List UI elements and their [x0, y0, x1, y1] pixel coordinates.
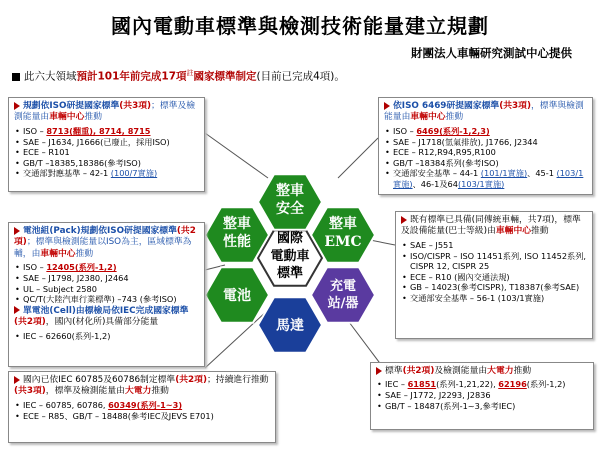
item-red: 8713(翻重), 8714, 8715 [46, 125, 151, 136]
hex-center-label-2: 電動車 [270, 249, 310, 264]
box-motor-list [14, 400, 270, 421]
box-motor [8, 371, 276, 443]
box-charging-heading [376, 366, 588, 377]
heading-part: 大電力 [487, 366, 514, 376]
list-item: • GB – 14023(參考CISPR), T18387(參考SAE) [401, 282, 587, 293]
list-item [376, 401, 588, 412]
list-item [14, 411, 270, 422]
list-item [384, 147, 587, 158]
list-item [376, 390, 588, 401]
item-text: GB/T – 18487(系列-1~3,參考IEC) [385, 400, 516, 411]
heading-part: (共2項) [175, 375, 207, 385]
list-item [14, 331, 199, 342]
box-vehicle-safety-heading [384, 101, 587, 124]
hex-performance-label-2: 性能 [223, 234, 251, 250]
heading-part: 規劃依ISO研提國家標準 [23, 101, 120, 111]
item-red: 12405(系列-1,2) [46, 262, 117, 273]
list-item: • SAE – J551 [401, 240, 587, 251]
box-charging-list [376, 379, 588, 411]
box-vehicle-safety [378, 97, 593, 195]
heading-part: ，國內(材化所)具備部分能量 [45, 317, 159, 328]
item-text: IEC – 60785, 60786, [23, 399, 109, 410]
heading-part: (共3項) [499, 101, 531, 111]
arrow-bullet-icon [401, 216, 407, 224]
heading-part: ，標準與檢測能量由 [384, 101, 584, 123]
item-red: (101/1實施) [480, 168, 528, 179]
box-vehicle-emc [395, 211, 593, 339]
box-motor-heading [14, 375, 270, 398]
arrow-bullet-icon [14, 227, 20, 235]
item-text: ECE – R85、GB/T – 18488(參考IEC及JEVS E701) [23, 410, 214, 421]
box-battery-heading [14, 226, 199, 260]
list-item [14, 262, 199, 273]
heading-part: ；持續進行推動 [207, 375, 269, 385]
hex-center-label-3: 標準 [276, 266, 304, 281]
item-red: (103/1實施) [393, 168, 584, 190]
list-item [14, 147, 199, 158]
heading-part: 推動 [513, 366, 532, 376]
box-battery [8, 222, 205, 367]
box-battery-cell-heading [14, 306, 199, 329]
list-item [14, 126, 199, 137]
heading-part: 電池組(Pack)規劃依ISO研提國家標準 [23, 226, 177, 236]
list-item: • ISO/CISPR – ISO 11451系列, ISO 11452系列, CISPR 12, CISPR 25 [401, 251, 587, 272]
box-vehicle-performance-list [14, 126, 199, 179]
box-vehicle-safety-list [384, 126, 587, 190]
heading-part: (共2項) [14, 317, 46, 328]
box-battery-list [14, 262, 199, 305]
heading-part: 及檢測能量由 [434, 366, 488, 376]
list-item [14, 294, 199, 305]
heading-part: (共2項) [402, 366, 435, 376]
connector-line [338, 138, 378, 178]
heading-part: 車輛中心 [410, 112, 446, 123]
item-text: ISO – [393, 125, 417, 136]
heading-part: ；標準與檢測能量以ISO為主，區域標準為輔，由 [14, 237, 192, 259]
heading-part: (共3 [119, 101, 139, 111]
item-text: SAE – J1718(氫氣排放), J1766, J2344 [393, 136, 538, 147]
hex-emc-label-2: EMC [324, 234, 362, 250]
arrow-bullet-icon [14, 306, 20, 314]
list-item [14, 137, 199, 148]
item-text: ISO – [23, 125, 47, 136]
item-text: SAE – J1798, J2380, J2464 [23, 272, 129, 283]
item-text: ISO – [23, 262, 47, 273]
list-item [14, 284, 199, 295]
list-item [384, 137, 587, 148]
heading-part: 既有標準已具備(同傳統車輛，共7項)，標準及設備能量(巴士等級)由 [401, 215, 581, 237]
list-item [376, 379, 588, 390]
heading-part: (共2項) [14, 226, 196, 248]
item-red: 60349(系列-1~3) [108, 399, 183, 410]
heading-part: (共3項) [14, 386, 46, 397]
heading-part: 推動 [531, 226, 549, 237]
hex-charging-label-1: 充電 [329, 279, 357, 294]
hex-safety-label-2: 安全 [276, 201, 304, 217]
item-text: (系列-1,21,22), [436, 379, 499, 390]
heading-part: 依ISO 6469研提國家標準 [393, 101, 500, 111]
hex-charging [311, 267, 375, 322]
item-red: (103/1實施) [457, 179, 505, 190]
hex-safety-label-1: 整車 [276, 183, 304, 199]
hex-performance-label-1: 整車 [223, 216, 251, 232]
box-vehicle-performance-heading [14, 101, 199, 124]
arrow-bullet-icon [14, 376, 20, 384]
item-red: 61851 [407, 379, 437, 390]
item-text: QC/T(大陸汽車行業標準) –743 (參考ISO) [23, 294, 177, 305]
item-text: IEC – [385, 379, 408, 390]
heading-part: 車輛中心 [49, 112, 85, 123]
page-title: 國內電動車標準與檢測技術能量建立規劃 [111, 14, 489, 38]
hex-battery-label: 電池 [223, 288, 251, 304]
list-item [14, 273, 199, 284]
item-red: 62196 [498, 379, 527, 390]
heading-part: 單電池(Cell)由標檢局依IEC完成國家標準 [23, 305, 189, 316]
arrow-bullet-icon [376, 367, 382, 375]
item-text: GB/T –18385,18386(參考ISO) [23, 157, 141, 168]
heading-part: 國內已依IEC 60785及60786制定標準 [23, 375, 176, 385]
heading-part: 車輛中心 [40, 248, 76, 259]
heading-part: 標準 [385, 366, 403, 376]
list-item: • 交通部安全基準 – 56-1 (103/1實施) [401, 293, 587, 304]
intro-highlight: 預計101年前完成17項 [76, 70, 187, 83]
box-vehicle-emc-heading [401, 215, 587, 238]
item-text: 、46-1及64 [412, 179, 458, 190]
heading-part: ；標準及檢測能量由 [14, 101, 196, 123]
item-red: (100/7實施) [110, 168, 158, 179]
intro-note: 註 [186, 69, 194, 77]
hex-emc-label-1: 整車 [329, 216, 357, 232]
box-charging [370, 362, 594, 430]
item-text: UL – Subject 2580 [23, 283, 97, 294]
item-text: SAE – J1634, J1666(已廢止，採用ISO) [23, 136, 170, 147]
list-item [384, 126, 587, 137]
provider-credit: 財團法人車輛研究測試中心提供 [411, 46, 572, 60]
arrow-bullet-icon [384, 102, 390, 110]
heading-part: 項) [138, 101, 152, 111]
intro-suffix: (目前已完成4項)。 [256, 70, 345, 83]
list-item: • ECE – R10 (國內交通法規) [401, 272, 587, 283]
intro-mid: 國家標準制定 [193, 70, 257, 83]
item-text: 交通部對應基準 – 42-1 [23, 168, 111, 179]
box-vehicle-emc-list [401, 240, 587, 304]
list-item [384, 168, 587, 189]
list-item [14, 400, 270, 411]
list-item [14, 158, 199, 169]
item-text: ECE – R12,R94,R95,R100 [393, 147, 496, 158]
item-text: 交通部安全基準 – 44-1 [393, 168, 481, 179]
item-text: (系列-1,2) [526, 379, 566, 390]
heading-part: 推動 [75, 248, 94, 259]
box-battery-cell-list [14, 331, 199, 342]
hex-motor-label: 馬達 [276, 318, 304, 334]
item-text: 、45-1 [527, 168, 557, 179]
item-text: IEC – 62660(系列-1,2) [23, 330, 111, 341]
item-text: ECE – R101 [23, 147, 70, 158]
hex-charging-label-2: 站/器 [327, 296, 359, 311]
heading-part: 推動 [151, 386, 169, 397]
connector-line [205, 133, 268, 178]
item-red: 6469(系列-1,2,3) [416, 125, 490, 136]
box-vehicle-performance [8, 97, 205, 192]
list-item [384, 158, 587, 169]
item-text: SAE – J1772, J2293, J2836 [385, 390, 491, 401]
heading-part: 車輛中心 [495, 226, 532, 237]
hex-center-label-1: 國際 [276, 231, 304, 246]
list-item [14, 168, 199, 179]
intro-prefix: 此六大領域 [24, 70, 77, 83]
item-text: GB/T –18384系列(參考ISO) [393, 157, 499, 168]
heading-part: 推動 [84, 112, 103, 123]
heading-part: 大電力 [124, 386, 152, 397]
heading-part: ，標準及檢測能量由 [45, 386, 125, 397]
arrow-bullet-icon [14, 102, 20, 110]
heading-part: 推動 [445, 112, 464, 123]
connector-line [370, 240, 395, 245]
